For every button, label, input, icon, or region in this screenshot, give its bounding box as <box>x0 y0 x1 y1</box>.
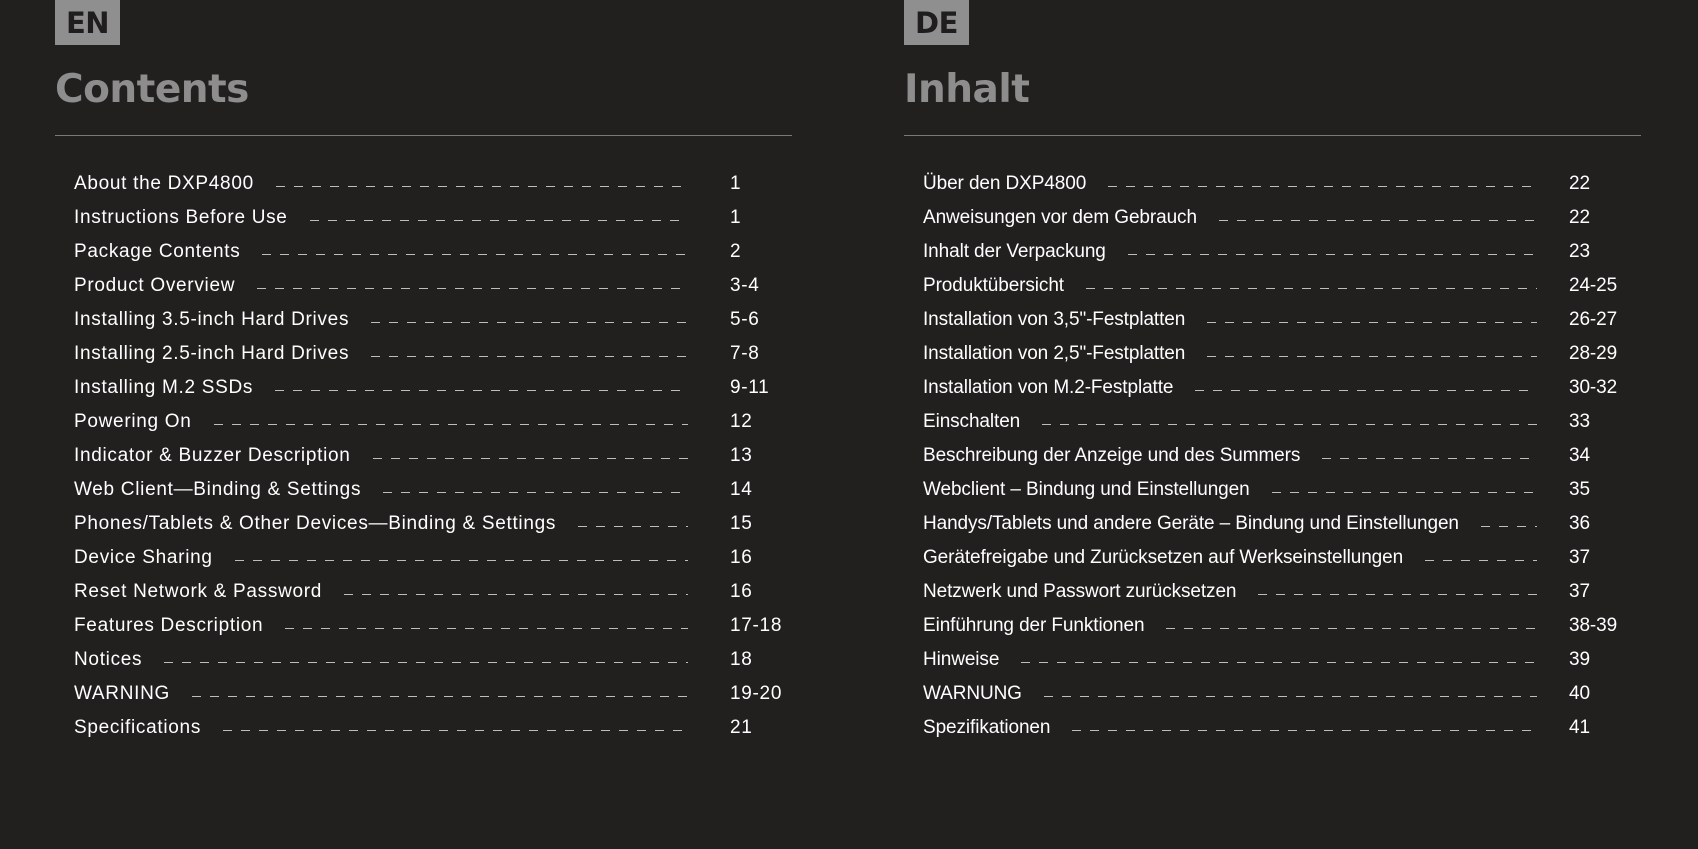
toc-entry-label: Webclient – Bindung und Einstellungen <box>923 479 1250 500</box>
toc-entry-label: Web Client—Binding & Settings <box>74 479 362 500</box>
dotted-leader <box>1128 254 1537 255</box>
toc-entry-page: 40 <box>1569 683 1590 704</box>
toc-entry[interactable] <box>74 405 792 439</box>
toc-entry[interactable] <box>74 507 792 541</box>
dotted-leader <box>285 628 688 629</box>
toc-entry[interactable] <box>923 711 1641 745</box>
toc-entry-page: 37 <box>1569 581 1590 602</box>
dotted-leader <box>1481 526 1537 527</box>
toc-entry-page: 19-20 <box>730 683 783 704</box>
toc-entry-page: 22 <box>1569 173 1590 194</box>
toc-entry-page: 1 <box>730 207 742 228</box>
toc-entry[interactable] <box>74 269 792 303</box>
title-divider-de <box>904 135 1641 136</box>
toc-entry-label: Einschalten <box>923 411 1021 432</box>
dotted-leader <box>373 458 688 459</box>
toc-entry-page: 21 <box>730 717 753 738</box>
toc-entry-label: Installation von M.2-Festplatte <box>923 377 1174 398</box>
toc-entry-page: 24-25 <box>1569 275 1618 296</box>
toc-entry-page: 15 <box>730 513 753 534</box>
toc-entry-page: 16 <box>730 547 753 568</box>
toc-entry-page: 9-11 <box>730 377 770 398</box>
toc-entry-label: Device Sharing <box>74 547 213 568</box>
toc-entry-label: Installing 3.5-inch Hard Drives <box>74 309 350 330</box>
toc-entry[interactable] <box>74 235 792 269</box>
toc-entry[interactable] <box>923 201 1641 235</box>
toc-entry[interactable] <box>74 677 792 711</box>
toc-entry-page: 26-27 <box>1569 309 1618 330</box>
dotted-leader <box>1044 696 1537 697</box>
toc-entry-page: 41 <box>1569 717 1590 738</box>
dotted-leader <box>371 356 688 357</box>
toc-entry[interactable] <box>923 167 1641 201</box>
toc-entry[interactable] <box>923 439 1641 473</box>
toc-entry[interactable] <box>74 303 792 337</box>
toc-entry-page: 5-6 <box>730 309 760 330</box>
dotted-leader <box>1207 322 1537 323</box>
dotted-leader <box>257 288 688 289</box>
toc-entry-label: Installation von 2,5"-Festplatten <box>923 343 1186 364</box>
toc-entry-page: 13 <box>730 445 753 466</box>
toc-entry-label: Package Contents <box>74 241 241 262</box>
toc-entry-label: Product Overview <box>74 275 236 296</box>
toc-entry-page: 3-4 <box>730 275 760 296</box>
toc-entry-label: WARNUNG <box>923 683 1022 704</box>
toc-entry[interactable] <box>923 643 1641 677</box>
dotted-leader <box>1195 390 1537 391</box>
toc-entry-label: Installation von 3,5"-Festplatten <box>923 309 1186 330</box>
dotted-leader <box>275 390 688 391</box>
toc-entry[interactable] <box>74 575 792 609</box>
toc-entry-page: 17-18 <box>730 615 783 636</box>
toc-entry[interactable] <box>74 337 792 371</box>
toc-entry-page: 35 <box>1569 479 1590 500</box>
dotted-leader <box>1108 186 1537 187</box>
language-badge-en: EN <box>55 0 120 45</box>
toc-list-en <box>74 167 792 745</box>
toc-entry-label: Über den DXP4800 <box>923 173 1087 194</box>
toc-entry-label: Produktübersicht <box>923 275 1064 296</box>
toc-entry[interactable] <box>923 405 1641 439</box>
toc-entry[interactable] <box>923 269 1641 303</box>
toc-entry-label: Indicator & Buzzer Description <box>74 445 351 466</box>
toc-entry-page: 22 <box>1569 207 1590 228</box>
toc-entry-label: Phones/Tablets & Other Devices—Binding & Settings <box>74 513 557 534</box>
dotted-leader <box>1322 458 1537 459</box>
title-divider-en <box>55 135 792 136</box>
dotted-leader <box>1258 594 1537 595</box>
dotted-leader <box>1272 492 1537 493</box>
toc-entry-label: Handys/Tablets und andere Geräte – Bindung und Einstellungen <box>923 513 1459 534</box>
dotted-leader <box>578 526 688 527</box>
toc-entry-page: 30-32 <box>1569 377 1618 398</box>
toc-entry-page: 36 <box>1569 513 1590 534</box>
toc-entry[interactable] <box>923 473 1641 507</box>
dotted-leader <box>235 560 688 561</box>
toc-entry-label: Anweisungen vor dem Gebrauch <box>923 207 1197 228</box>
dotted-leader <box>1021 662 1537 663</box>
dotted-leader <box>192 696 688 697</box>
toc-entry-label: Instructions Before Use <box>74 207 288 228</box>
dotted-leader <box>223 730 688 731</box>
toc-entry-page: 12 <box>730 411 753 432</box>
page-title-de: Inhalt <box>904 67 1030 112</box>
toc-entry[interactable] <box>923 609 1641 643</box>
toc-entry-page: 16 <box>730 581 753 602</box>
toc-entry[interactable] <box>74 609 792 643</box>
toc-entry-label: Installing 2.5-inch Hard Drives <box>74 343 350 364</box>
page-title-en: Contents <box>55 67 249 112</box>
dotted-leader <box>344 594 688 595</box>
toc-entry-page: 34 <box>1569 445 1590 466</box>
toc-entry-label: About the DXP4800 <box>74 173 254 194</box>
toc-entry[interactable] <box>74 711 792 745</box>
toc-entry[interactable] <box>74 371 792 405</box>
dotted-leader <box>310 220 688 221</box>
toc-entry-label: Netzwerk und Passwort zurücksetzen <box>923 581 1237 602</box>
toc-entry-page: 1 <box>730 173 742 194</box>
dotted-leader <box>1166 628 1537 629</box>
toc-entry-label: Inhalt der Verpackung <box>923 241 1106 262</box>
dotted-leader <box>371 322 688 323</box>
toc-entry[interactable] <box>923 575 1641 609</box>
dotted-leader <box>1072 730 1537 731</box>
toc-entry-label: Hinweise <box>923 649 1000 670</box>
toc-entry[interactable] <box>74 439 792 473</box>
dotted-leader <box>262 254 688 255</box>
toc-entry-page: 37 <box>1569 547 1590 568</box>
toc-entry[interactable] <box>74 201 792 235</box>
toc-entry-page: 28-29 <box>1569 343 1618 364</box>
toc-entry-label: Powering On <box>74 411 192 432</box>
dotted-leader <box>1207 356 1537 357</box>
toc-entry-page: 2 <box>730 241 742 262</box>
toc-entry-page: 38-39 <box>1569 615 1618 636</box>
toc-entry-label: Spezifikationen <box>923 717 1051 738</box>
dotted-leader <box>1425 560 1537 561</box>
toc-entry-page: 33 <box>1569 411 1590 432</box>
toc-entry[interactable] <box>74 473 792 507</box>
dotted-leader <box>164 662 688 663</box>
dotted-leader <box>1042 424 1537 425</box>
dotted-leader <box>383 492 688 493</box>
toc-entry-page: 39 <box>1569 649 1590 670</box>
toc-entry-label: Installing M.2 SSDs <box>74 377 254 398</box>
toc-entry[interactable] <box>923 541 1641 575</box>
toc-entry[interactable] <box>923 235 1641 269</box>
toc-entry-page: 7-8 <box>730 343 760 364</box>
toc-list-de <box>923 167 1641 745</box>
toc-entry[interactable] <box>74 167 792 201</box>
toc-entry[interactable] <box>74 541 792 575</box>
toc-entry-label: WARNING <box>74 683 171 704</box>
toc-entry-label: Gerätefreigabe und Zurücksetzen auf Werkseinstellungen <box>923 547 1404 568</box>
toc-entry-page: 23 <box>1569 241 1590 262</box>
language-badge-de: DE <box>904 0 969 45</box>
toc-entry[interactable] <box>923 371 1641 405</box>
toc-entry[interactable] <box>923 677 1641 711</box>
toc-entry-page: 14 <box>730 479 753 500</box>
toc-entry-label: Beschreibung der Anzeige und des Summers <box>923 445 1301 466</box>
toc-entry[interactable] <box>923 337 1641 371</box>
toc-entry[interactable] <box>74 643 792 677</box>
dotted-leader <box>276 186 688 187</box>
dotted-leader <box>1086 288 1537 289</box>
toc-entry-label: Einführung der Funktionen <box>923 615 1145 636</box>
toc-entry-page: 18 <box>730 649 753 670</box>
toc-entry-label: Notices <box>74 649 143 670</box>
toc-entry[interactable] <box>923 507 1641 541</box>
dotted-leader <box>1219 220 1537 221</box>
toc-entry[interactable] <box>923 303 1641 337</box>
toc-entry-label: Reset Network & Password <box>74 581 323 602</box>
toc-entry-label: Features Description <box>74 615 264 636</box>
dotted-leader <box>214 424 688 425</box>
toc-entry-label: Specifications <box>74 717 202 738</box>
